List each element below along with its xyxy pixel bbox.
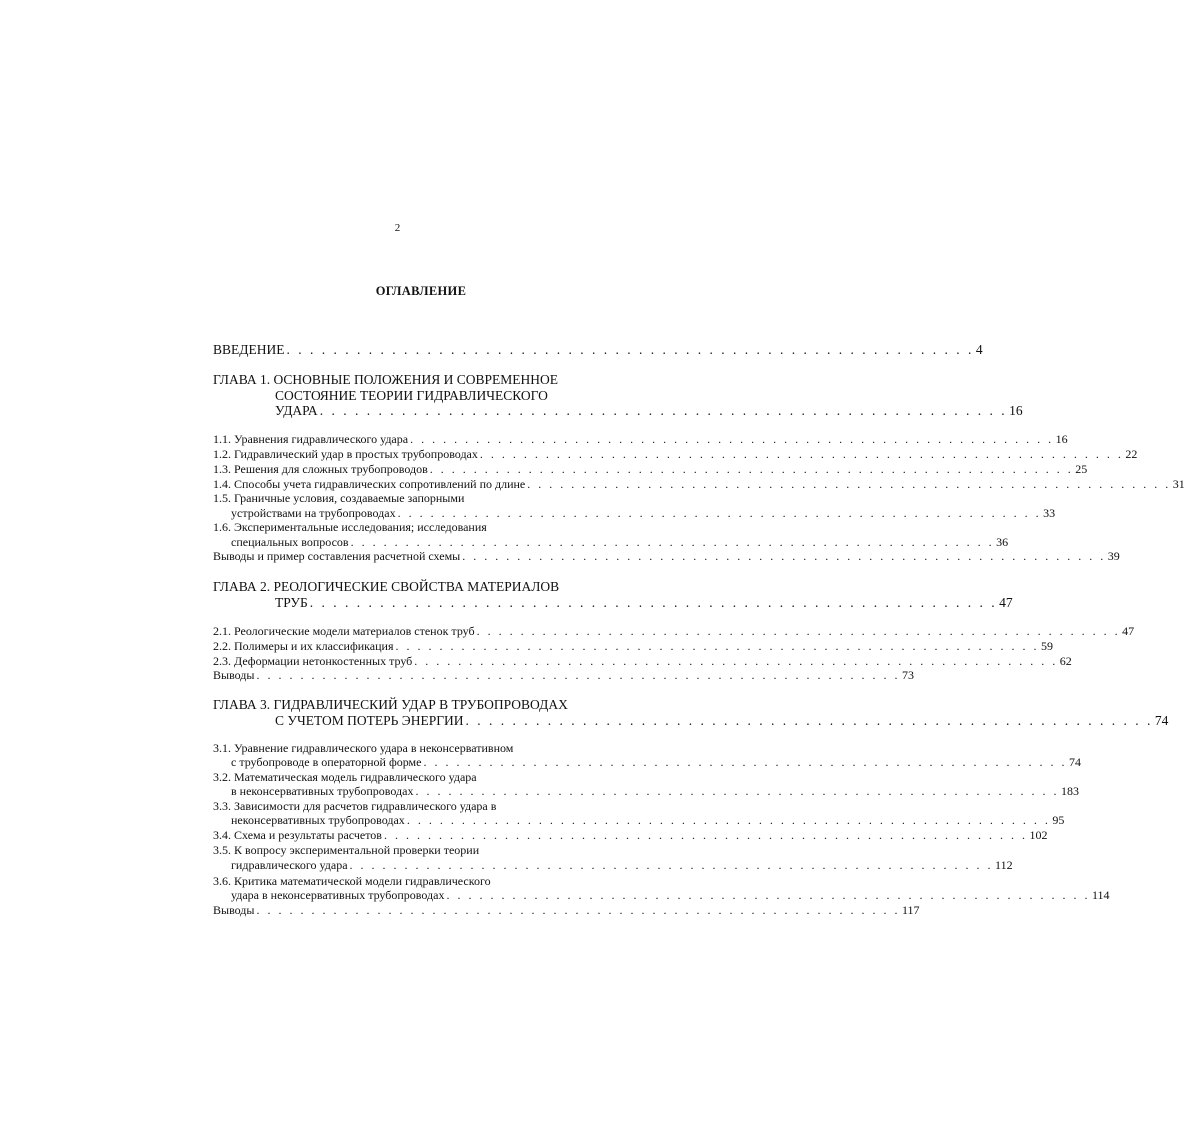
toc-entry-intro[interactable] [213,341,983,358]
leader-dots: . . . . . . . . . . . . . . . . . . . . . . . . . . . . . . . . . . . . . . . . . . . . . . . . . . . . . . . . . . . [406,813,1051,827]
toc-entry-title: удара в неконсервативных трубопроводах [231,888,445,902]
toc-entry-page: 31 [1172,477,1185,491]
toc-chapter-title: С УЧЕТОМ ПОТЕРЬ ЭНЕРГИИ [275,713,464,728]
toc-chapter1-conclusions[interactable] [213,549,1120,564]
toc-entry-page: 73 [901,668,914,682]
toc-entry-title: 2.1. Реологические модели материалов стенок труб [213,624,475,638]
leader-dots: . . . . . . . . . . . . . . . . . . . . . . . . . . . . . . . . . . . . . . . . . . . . . . . . . . . . . . . . . . . [479,447,1124,461]
toc-chapter-title: ГЛАВА 2. РЕОЛОГИЧЕСКИЕ СВОЙСТВА МАТЕРИАЛОВ [213,579,560,594]
toc-entry-title: 2.3. Деформации нетонкостенных труб [213,654,413,668]
toc-entry-title: Выводы и пример составления расчетной схемы [213,549,461,563]
toc-entry-page: 47 [999,595,1013,610]
toc-section-3-1-cont[interactable] [231,755,1081,770]
toc-entry-title: специальных вопросов [231,535,349,549]
toc-entry-title: Выводы [213,668,255,682]
toc-section-3-5-cont[interactable] [231,858,1013,873]
leader-dots: . . . . . . . . . . . . . . . . . . . . . . . . . . . . . . . . . . . . . . . . . . . . . . . . . . . . . . . . . . . [319,403,1008,418]
toc-entry-title: 3.3. Зависимости для расчетов гидравлического удара в [213,799,497,813]
toc-entry-title: 3.6. Критика математической модели гидравлического [213,874,491,888]
leader-dots: . . . . . . . . . . . . . . . . . . . . . . . . . . . . . . . . . . . . . . . . . . . . . . . . . . . . . . . . . . . [429,462,1074,476]
toc-entry-title: 1.2. Гидравлический удар в простых трубопроводах [213,447,478,461]
toc-entry-page: 22 [1125,447,1138,461]
toc-entry-page: 39 [1107,549,1120,563]
toc-section-1-1[interactable] [213,432,1068,447]
toc-section-1-5[interactable] [213,491,623,506]
toc-entry-title: гидравлического удара [231,858,348,872]
toc-section-3-6[interactable] [213,874,623,889]
toc-section-2-1[interactable] [213,624,1135,639]
toc-entry-title: 3.2. Математическая модель гидравлического удара [213,770,477,784]
toc-entry-title: 3.4. Схема и результаты расчетов [213,828,382,842]
toc-section-3-1[interactable] [213,741,623,756]
toc-section-3-6-cont[interactable] [231,888,1110,903]
toc-entry-title: ВВЕДЕНИЕ [213,342,285,357]
toc-section-1-4[interactable] [213,477,1185,492]
toc-section-1-2[interactable] [213,447,1138,462]
toc-entry-title: 1.4. Способы учета гидравлических сопротивлений по длине [213,477,526,491]
leader-dots: . . . . . . . . . . . . . . . . . . . . . . . . . . . . . . . . . . . . . . . . . . . . . . . . . . . . . . . . . . . [350,535,995,549]
toc-section-1-6-cont[interactable] [231,535,1009,550]
toc-entry-title: Выводы [213,903,255,917]
toc-heading: ОГЛАВЛЕНИЕ [375,284,467,298]
toc-section-3-3-cont[interactable] [231,813,1065,828]
toc-chapter-title: ТРУБ [275,595,308,610]
leader-dots: . . . . . . . . . . . . . . . . . . . . . . . . . . . . . . . . . . . . . . . . . . . . . . . . . . . . . . . . . . . [465,713,1153,728]
leader-dots: . . . . . . . . . . . . . . . . . . . . . . . . . . . . . . . . . . . . . . . . . . . . . . . . . . . . . . . . . . . [286,342,974,357]
toc-chapter3-line2[interactable] [275,712,1169,729]
toc-entry-title: 1.5. Граничные условия, создаваемые запорными [213,491,465,505]
toc-entry-page: 112 [995,858,1013,872]
toc-chapter1-line1[interactable] [213,371,623,388]
toc-chapter3-conclusions[interactable] [213,903,920,918]
toc-entry-page: 62 [1059,654,1072,668]
toc-entry-title: 1.6. Экспериментальные исследования; исследования [213,520,487,534]
leader-dots: . . . . . . . . . . . . . . . . . . . . . . . . . . . . . . . . . . . . . . . . . . . . . . . . . . . . . . . . . . . [395,639,1039,653]
toc-chapter2-conclusions[interactable] [213,668,914,683]
leader-dots: . . . . . . . . . . . . . . . . . . . . . . . . . . . . . . . . . . . . . . . . . . . . . . . . . . . . . . . . . . . [423,755,1067,769]
toc-chapter2-line2[interactable] [275,594,1013,611]
toc-entry-title: 3.5. К вопросу экспериментальной проверки теории [213,843,480,857]
toc-entry-page: 36 [996,535,1009,549]
toc-entry-title: 3.1. Уравнение гидравлического удара в неконсервативном [213,741,514,755]
leader-dots: . . . . . . . . . . . . . . . . . . . . . . . . . . . . . . . . . . . . . . . . . . . . . . . . . . . . . . . . . . . [410,432,1054,446]
leader-dots: . . . . . . . . . . . . . . . . . . . . . . . . . . . . . . . . . . . . . . . . . . . . . . . . . . . . . . . . . . . [415,784,1059,798]
toc-chapter-title: УДАРА [275,403,318,418]
toc-chapter2-line1[interactable] [213,578,623,595]
toc-entry-page: 102 [1029,828,1048,842]
toc-entry-page: 33 [1043,506,1056,520]
toc-entry-title: 1.1. Уравнения гидравлического удара [213,432,409,446]
leader-dots: . . . . . . . . . . . . . . . . . . . . . . . . . . . . . . . . . . . . . . . . . . . . . . . . . . . . . . . . . . . [446,888,1090,902]
leader-dots: . . . . . . . . . . . . . . . . . . . . . . . . . . . . . . . . . . . . . . . . . . . . . . . . . . . . . . . . . . . [256,668,900,682]
page-number: 2 [394,222,401,234]
leader-dots: . . . . . . . . . . . . . . . . . . . . . . . . . . . . . . . . . . . . . . . . . . . . . . . . . . . . . . . . . . . [414,654,1058,668]
leader-dots: . . . . . . . . . . . . . . . . . . . . . . . . . . . . . . . . . . . . . . . . . . . . . . . . . . . . . . . . . . . [309,595,998,610]
leader-dots: . . . . . . . . . . . . . . . . . . . . . . . . . . . . . . . . . . . . . . . . . . . . . . . . . . . . . . . . . . . [349,858,994,872]
toc-entry-page: 95 [1052,813,1065,827]
toc-chapter-title: СОСТОЯНИЕ ТЕОРИИ ГИДРАВЛИЧЕСКОГО [275,388,548,403]
toc-entry-title: устройствами на трубопроводах [231,506,396,520]
leader-dots: . . . . . . . . . . . . . . . . . . . . . . . . . . . . . . . . . . . . . . . . . . . . . . . . . . . . . . . . . . . [256,903,900,917]
toc-entry-page: 4 [975,342,983,357]
toc-entry-page: 74 [1154,713,1169,728]
leader-dots: . . . . . . . . . . . . . . . . . . . . . . . . . . . . . . . . . . . . . . . . . . . . . . . . . . . . . . . . . . . [476,624,1121,638]
toc-section-3-2-cont[interactable] [231,784,1079,799]
toc-section-3-3[interactable] [213,799,623,814]
toc-section-1-3[interactable] [213,462,1088,477]
leader-dots: . . . . . . . . . . . . . . . . . . . . . . . . . . . . . . . . . . . . . . . . . . . . . . . . . . . . . . . . . . . [383,828,1028,842]
toc-entry-title: неконсервативных трубопроводах [231,813,405,827]
toc-section-3-5[interactable] [213,843,623,858]
toc-entry-page: 25 [1075,462,1088,476]
toc-entry-page: 59 [1041,639,1053,653]
toc-entry-page: 74 [1068,755,1081,769]
toc-section-2-3[interactable] [213,654,1072,669]
toc-chapter1-line3[interactable] [275,402,1023,419]
toc-entry-page: 183 [1060,784,1079,798]
toc-section-3-2[interactable] [213,770,623,785]
toc-section-1-6[interactable] [213,520,623,535]
toc-entry-page: 47 [1122,624,1135,638]
toc-chapter3-line1[interactable] [213,696,623,713]
toc-entry-page: 117 [901,903,920,917]
toc-entry-title: 2.2. Полимеры и их классификация [213,639,394,653]
toc-section-3-4[interactable] [213,828,1048,843]
toc-chapter-title: ГЛАВА 1. ОСНОВНЫЕ ПОЛОЖЕНИЯ И СОВРЕМЕННОЕ [213,372,559,387]
toc-entry-title: 1.3. Решения для сложных трубопроводов [213,462,428,476]
leader-dots: . . . . . . . . . . . . . . . . . . . . . . . . . . . . . . . . . . . . . . . . . . . . . . . . . . . . . . . . . . . [462,549,1106,563]
toc-entry-page: 16 [1009,403,1023,418]
leader-dots: . . . . . . . . . . . . . . . . . . . . . . . . . . . . . . . . . . . . . . . . . . . . . . . . . . . . . . . . . . . [397,506,1042,520]
toc-section-1-5-cont[interactable] [231,506,1056,521]
toc-entry-title: с трубопроводе в операторной форме [231,755,422,769]
toc-entry-page: 114 [1091,888,1110,902]
toc-entry-page: 16 [1055,432,1068,446]
toc-entry-title: в неконсервативных трубопроводах [231,784,414,798]
leader-dots: . . . . . . . . . . . . . . . . . . . . . . . . . . . . . . . . . . . . . . . . . . . . . . . . . . . . . . . . . . . [527,477,1171,491]
toc-chapter-title: ГЛАВА 3. ГИДРАВЛИЧЕСКИЙ УДАР В ТРУБОПРОВОДАХ [213,697,568,712]
toc-section-2-2[interactable] [213,639,1053,654]
